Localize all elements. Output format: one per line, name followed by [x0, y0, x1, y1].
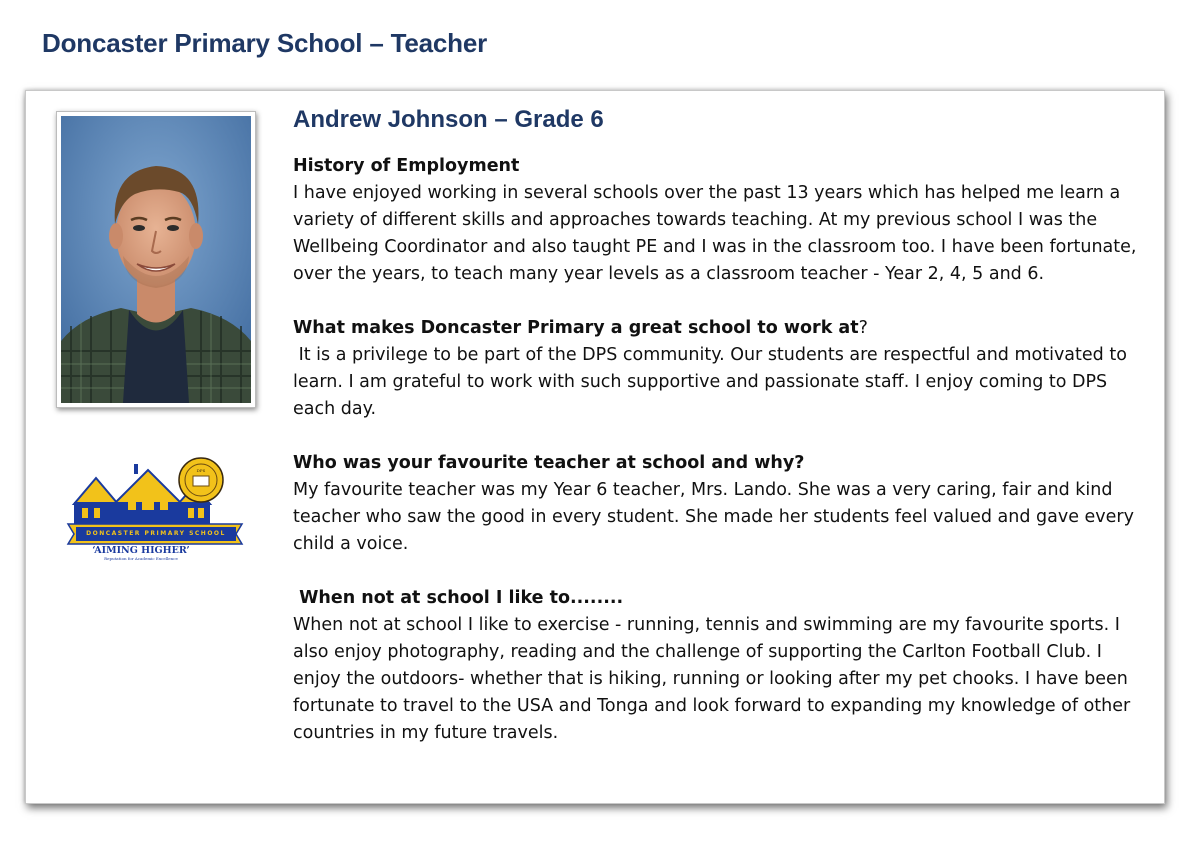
school-logo	[66, 456, 246, 566]
profile-content	[293, 105, 1153, 747]
teacher-photo	[56, 111, 256, 408]
section-heading: What makes Doncaster Primary a great school to work at?	[293, 318, 868, 338]
logo-motto: ‘AIMING HIGHER’	[92, 545, 190, 556]
section-outside-school	[293, 585, 1153, 747]
section-history	[293, 153, 1153, 288]
logo-tagline: Reputation for Academic Excellence	[104, 556, 178, 561]
teacher-name: Andrew Johnson – Grade 6	[293, 106, 604, 133]
profile-card	[25, 90, 1165, 804]
section-heading: Who was your favourite teacher at school and why?	[293, 453, 805, 473]
section-body: I have enjoyed working in several schools over the past 13 years which has helped me learn a variety of different skills and approaches towards teaching. At my previous school I was the Wellbeing Coordinator and also taught PE and I was in the classroom too. I have been fortunate, over the years, to teach many year levels as a classroom teacher - Year 2, 4, 5 and 6.	[293, 183, 1137, 284]
section-heading: History of Employment	[293, 156, 520, 176]
teacher-portrait-icon	[61, 116, 251, 403]
section-heading: When not at school I like to........	[293, 588, 624, 608]
logo-banner-text: DONCASTER PRIMARY SCHOOL	[86, 530, 226, 537]
page-title: Doncaster Primary School – Teacher	[42, 28, 488, 58]
section-body: My favourite teacher was my Year 6 teacher, Mrs. Lando. She was a very caring, fair and kind teacher who saw the good in every student. She made her students feel valued and gave every child a voice.	[293, 480, 1134, 554]
section-body: It is a privilege to be part of the DPS community. Our students are respectful and motivated to learn. I am grateful to work with such supportive and passionate staff. I enjoy coming to DPS each day.	[293, 345, 1133, 419]
section-great-school	[293, 315, 1153, 423]
section-favourite-teacher	[293, 450, 1153, 558]
section-body: When not at school I like to exercise - running, tennis and swimming are my favourite sports. I also enjoy photography, reading and the challenge of supporting the Carlton Football Club. I enjoy the outdoors- whether that is hiking, running or looking after my pet chooks. I have been fortunate to travel to the USA and Tonga and look forward to expanding my knowledge of other countries in my future travels.	[293, 615, 1131, 743]
svg-text:DPS: DPS	[196, 468, 206, 473]
